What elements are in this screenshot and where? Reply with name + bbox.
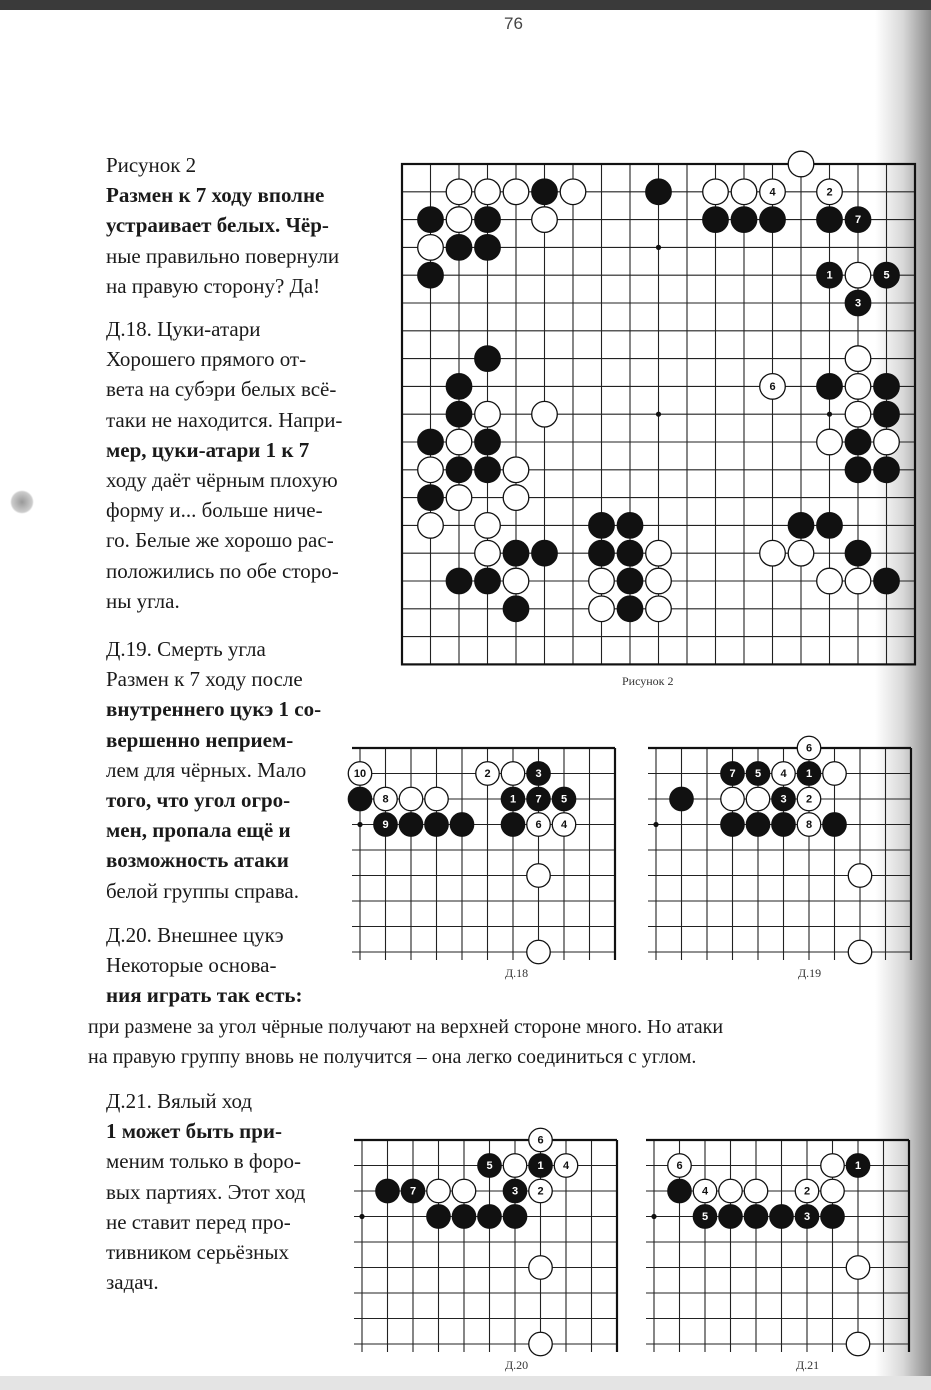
- diagram-caption: Д.20: [505, 1358, 529, 1372]
- black-stone: [376, 1179, 399, 1202]
- white-stone: [795, 1179, 818, 1202]
- white-stone: [719, 1179, 742, 1202]
- white-stone: [529, 1179, 552, 1202]
- section-heading: Д.18. Цуки-атари: [106, 317, 261, 341]
- go-diagram-d19: [646, 740, 926, 972]
- white-stone: [554, 1154, 577, 1177]
- black-stone: [760, 207, 786, 233]
- scan-blot: [10, 490, 34, 514]
- diagram-caption: Рисунок 2: [622, 674, 674, 688]
- black-stone: [529, 1154, 552, 1177]
- black-stone: [475, 457, 501, 483]
- black-stone: [446, 401, 472, 427]
- black-stone: [874, 401, 900, 427]
- white-stone: [552, 813, 575, 836]
- move-number: 6: [676, 1160, 683, 1172]
- black-stone: [670, 787, 693, 810]
- move-number: 2: [484, 768, 491, 780]
- move-number: 1: [805, 768, 813, 780]
- black-stone: [744, 1205, 767, 1228]
- go-diagram-d20: [352, 1130, 632, 1362]
- black-stone: [823, 813, 846, 836]
- black-stone: [845, 290, 871, 316]
- black-stone: [817, 262, 843, 288]
- white-stone: [646, 596, 672, 622]
- white-stone: [446, 207, 472, 233]
- black-stone: [475, 207, 501, 233]
- page-number: 76: [504, 14, 523, 33]
- scan-top-edge: [0, 0, 931, 10]
- diagram-caption: Д.18: [505, 966, 529, 980]
- white-stone: [503, 179, 529, 205]
- text-line: таки не находится. Напри-: [106, 407, 343, 432]
- white-stone: [760, 540, 786, 566]
- black-stone: [418, 262, 444, 288]
- move-number: 3: [511, 1185, 519, 1198]
- black-stone: [532, 540, 558, 566]
- text-line: вых партиях. Этот ход: [106, 1179, 306, 1204]
- black-stone: [401, 1179, 424, 1202]
- text-line: форму и... больше ниче-: [106, 498, 323, 523]
- text-line: задач.: [106, 1270, 159, 1295]
- white-stone: [418, 457, 444, 483]
- white-stone: [418, 235, 444, 261]
- black-stone: [721, 762, 744, 785]
- text-line: вета на субэри белых всё-: [106, 377, 337, 402]
- move-number: 4: [560, 819, 568, 831]
- black-stone: [527, 762, 550, 785]
- move-number: 3: [854, 297, 862, 310]
- black-stone: [446, 235, 472, 261]
- move-number: 1: [854, 1160, 862, 1172]
- white-stone: [503, 1154, 526, 1177]
- move-number: 7: [409, 1185, 417, 1198]
- move-number: 6: [805, 742, 813, 755]
- white-stone: [746, 787, 769, 810]
- black-stone: [425, 813, 448, 836]
- black-stone: [446, 374, 472, 400]
- text-line: 1 может быть при-: [106, 1119, 283, 1144]
- white-stone: [427, 1179, 450, 1202]
- black-stone: [589, 513, 615, 539]
- black-stone: [772, 787, 795, 810]
- black-stone: [617, 596, 643, 622]
- black-stone: [501, 813, 524, 836]
- go-diagram-d21: [640, 1130, 924, 1362]
- black-stone: [746, 813, 769, 836]
- black-stone: [503, 540, 529, 566]
- black-stone: [845, 207, 871, 233]
- scan-bottom-edge: [0, 1376, 931, 1390]
- white-stone: [446, 179, 472, 205]
- diagram-caption: Д.21: [796, 1358, 820, 1372]
- black-stone: [450, 813, 473, 836]
- white-stone: [788, 540, 814, 566]
- text-line: вершенно неприем-: [106, 727, 294, 752]
- move-number: 5: [701, 1211, 709, 1223]
- white-stone: [772, 762, 795, 785]
- black-stone: [418, 207, 444, 233]
- black-stone: [731, 207, 757, 233]
- text-line: ния играть так есть:: [106, 983, 303, 1008]
- white-stone: [846, 1256, 869, 1279]
- text-line: устраивает белых. Чёр-: [106, 213, 329, 238]
- black-stone: [418, 429, 444, 455]
- go-diagram-d18: [350, 740, 630, 972]
- white-stone: [560, 179, 586, 205]
- black-stone: [721, 813, 744, 836]
- move-number: 6: [537, 1134, 544, 1147]
- text-line: Хорошего прямого от-: [106, 347, 307, 372]
- white-stone: [532, 401, 558, 427]
- black-stone: [668, 1179, 691, 1202]
- black-stone: [846, 1154, 869, 1177]
- black-stone: [532, 179, 558, 205]
- black-stone: [446, 568, 472, 594]
- white-stone: [529, 1256, 552, 1279]
- black-stone: [617, 540, 643, 566]
- text-line: го. Белые же хорошо рас-: [106, 528, 334, 553]
- move-number: 5: [560, 793, 568, 806]
- black-stone: [446, 457, 472, 483]
- move-number: 8: [805, 819, 813, 831]
- black-stone: [845, 457, 871, 483]
- section-d18: [106, 314, 386, 616]
- move-number: 8: [382, 793, 389, 806]
- move-number: 5: [486, 1160, 493, 1172]
- white-stone: [845, 346, 871, 372]
- black-stone: [770, 1205, 793, 1228]
- text-line: ны угла.: [106, 588, 180, 613]
- move-number: 6: [769, 380, 776, 393]
- black-stone: [475, 568, 501, 594]
- text-line: белой группы справа.: [106, 878, 299, 903]
- section-figure2: [106, 150, 386, 301]
- black-stone: [817, 513, 843, 539]
- move-number: 1: [537, 1160, 544, 1172]
- white-stone: [744, 1179, 767, 1202]
- black-stone: [817, 207, 843, 233]
- move-number: 2: [826, 186, 833, 199]
- black-stone: [874, 568, 900, 594]
- white-stone: [475, 540, 501, 566]
- black-stone: [772, 813, 795, 836]
- section-d20-wide: [88, 1012, 918, 1072]
- move-number: 4: [562, 1160, 570, 1172]
- black-stone: [478, 1154, 501, 1177]
- text-line: того, что угол огро-: [106, 788, 291, 813]
- move-number: 3: [780, 793, 787, 806]
- white-stone: [452, 1179, 475, 1202]
- move-number: 2: [805, 793, 813, 806]
- black-stone: [693, 1205, 716, 1228]
- text-line: Размен к 7 ходу после: [106, 667, 303, 692]
- white-stone: [503, 457, 529, 483]
- white-stone: [529, 1332, 552, 1355]
- white-stone: [446, 429, 472, 455]
- white-stone: [874, 429, 900, 455]
- black-stone: [746, 762, 769, 785]
- white-stone: [589, 568, 615, 594]
- white-stone: [797, 736, 820, 759]
- move-number: 4: [769, 186, 776, 199]
- black-stone: [503, 1205, 526, 1228]
- black-stone: [348, 787, 371, 810]
- move-number: 7: [854, 214, 862, 227]
- text-line: меним только в форо-: [106, 1149, 301, 1174]
- white-stone: [503, 568, 529, 594]
- white-stone: [848, 940, 871, 963]
- move-number: 1: [509, 793, 517, 806]
- black-stone: [589, 540, 615, 566]
- white-stone: [374, 787, 397, 810]
- white-stone: [527, 813, 550, 836]
- text-line: возможность атаки: [106, 848, 289, 873]
- black-stone: [399, 813, 422, 836]
- black-stone: [478, 1205, 501, 1228]
- black-stone: [795, 1205, 818, 1228]
- text-line: тивником серьёзных: [106, 1240, 290, 1265]
- text-line: Размен к 7 ходу вполне: [106, 183, 325, 208]
- text-line: мен, пропала ещё и: [106, 818, 291, 843]
- black-stone: [452, 1205, 475, 1228]
- text-line: не ставит перед про-: [106, 1209, 291, 1234]
- white-stone: [817, 568, 843, 594]
- star-point: [827, 412, 832, 417]
- white-stone: [760, 179, 786, 205]
- white-stone: [475, 513, 501, 539]
- white-stone: [845, 374, 871, 400]
- black-stone: [501, 787, 524, 810]
- move-number: 7: [729, 768, 736, 780]
- white-stone: [760, 374, 786, 400]
- white-stone: [817, 429, 843, 455]
- move-number: 1: [826, 269, 833, 282]
- black-stone: [617, 568, 643, 594]
- black-stone: [817, 374, 843, 400]
- black-stone: [874, 457, 900, 483]
- black-stone: [788, 513, 814, 539]
- go-diagram-figure2: [398, 160, 918, 672]
- white-stone: [646, 540, 672, 566]
- white-stone: [797, 813, 820, 836]
- black-stone: [617, 513, 643, 539]
- star-point: [651, 1214, 656, 1219]
- white-stone: [503, 485, 529, 511]
- black-stone: [874, 374, 900, 400]
- text-line: мер, цуки-атари 1 к 7: [106, 437, 310, 462]
- star-point: [359, 1214, 364, 1219]
- black-stone: [503, 596, 529, 622]
- move-number: 3: [803, 1211, 811, 1223]
- star-point: [357, 822, 362, 827]
- white-stone: [821, 1154, 844, 1177]
- black-stone: [719, 1205, 742, 1228]
- section-d21: [106, 1086, 346, 1297]
- white-stone: [475, 401, 501, 427]
- move-number: 4: [780, 768, 787, 780]
- white-stone: [731, 179, 757, 205]
- move-number: 5: [754, 768, 762, 780]
- text-line: при размене за угол чёрные получают на верхней стороне много. Но атаки: [88, 1016, 724, 1038]
- black-stone: [475, 235, 501, 261]
- section-heading: Д.20. Внешнее цукэ: [106, 923, 284, 947]
- text-line: на правую группу вновь не получится – она легко соединиться с углом.: [88, 1046, 697, 1069]
- black-stone: [874, 262, 900, 288]
- white-stone: [821, 1179, 844, 1202]
- white-stone: [475, 179, 501, 205]
- star-point: [656, 412, 661, 417]
- move-number: 2: [803, 1185, 811, 1198]
- text-line: Некоторые основа-: [106, 953, 277, 978]
- black-stone: [703, 207, 729, 233]
- black-stone: [845, 429, 871, 455]
- white-stone: [845, 568, 871, 594]
- black-stone: [475, 429, 501, 455]
- white-stone: [501, 762, 524, 785]
- white-stone: [418, 513, 444, 539]
- black-stone: [418, 485, 444, 511]
- diagram-caption: Д.19: [798, 966, 822, 980]
- move-number: 9: [382, 819, 389, 831]
- white-stone: [348, 762, 371, 785]
- white-stone: [823, 762, 846, 785]
- section-d19: [106, 634, 389, 906]
- text-line: внутреннего цукэ 1 со-: [106, 697, 322, 722]
- black-stone: [374, 813, 397, 836]
- move-number: 6: [535, 819, 542, 831]
- white-stone: [529, 1128, 552, 1151]
- move-number: 2: [537, 1185, 544, 1198]
- text-line: ходу даёт чёрным плохую: [106, 468, 338, 493]
- white-stone: [476, 762, 499, 785]
- star-point: [653, 822, 658, 827]
- black-stone: [475, 346, 501, 372]
- text-line: ные правильно повернули: [106, 243, 340, 268]
- black-stone: [503, 1179, 526, 1202]
- section-d20: [106, 920, 386, 1011]
- text-line: положились по обе сторо-: [106, 558, 339, 583]
- move-number: 4: [701, 1185, 709, 1198]
- move-number: 7: [535, 793, 542, 806]
- white-stone: [589, 596, 615, 622]
- section-heading: Рисунок 2: [106, 153, 197, 177]
- white-stone: [532, 207, 558, 233]
- white-stone: [693, 1179, 716, 1202]
- text-line: лем для чёрных. Мало: [106, 757, 307, 782]
- white-stone: [848, 864, 871, 887]
- white-stone: [845, 401, 871, 427]
- white-stone: [721, 787, 744, 810]
- white-stone: [425, 787, 448, 810]
- black-stone: [646, 179, 672, 205]
- white-stone: [527, 864, 550, 887]
- black-stone: [845, 540, 871, 566]
- white-stone: [668, 1154, 691, 1177]
- white-stone: [788, 151, 814, 177]
- black-stone: [797, 762, 820, 785]
- white-stone: [646, 568, 672, 594]
- white-stone: [399, 787, 422, 810]
- black-stone: [821, 1205, 844, 1228]
- white-stone: [817, 179, 843, 205]
- move-number: 3: [535, 768, 542, 780]
- section-heading: Д.19. Смерть угла: [106, 637, 266, 661]
- white-stone: [846, 1332, 869, 1355]
- section-heading: Д.21. Вялый ход: [106, 1089, 253, 1113]
- move-number: 10: [353, 768, 367, 780]
- text-line: на правую сторону? Да!: [106, 273, 321, 298]
- white-stone: [797, 787, 820, 810]
- black-stone: [427, 1205, 450, 1228]
- star-point: [656, 245, 661, 250]
- black-stone: [527, 787, 550, 810]
- white-stone: [845, 262, 871, 288]
- white-stone: [703, 179, 729, 205]
- white-stone: [527, 940, 550, 963]
- white-stone: [446, 485, 472, 511]
- move-number: 5: [883, 269, 890, 282]
- black-stone: [552, 787, 575, 810]
